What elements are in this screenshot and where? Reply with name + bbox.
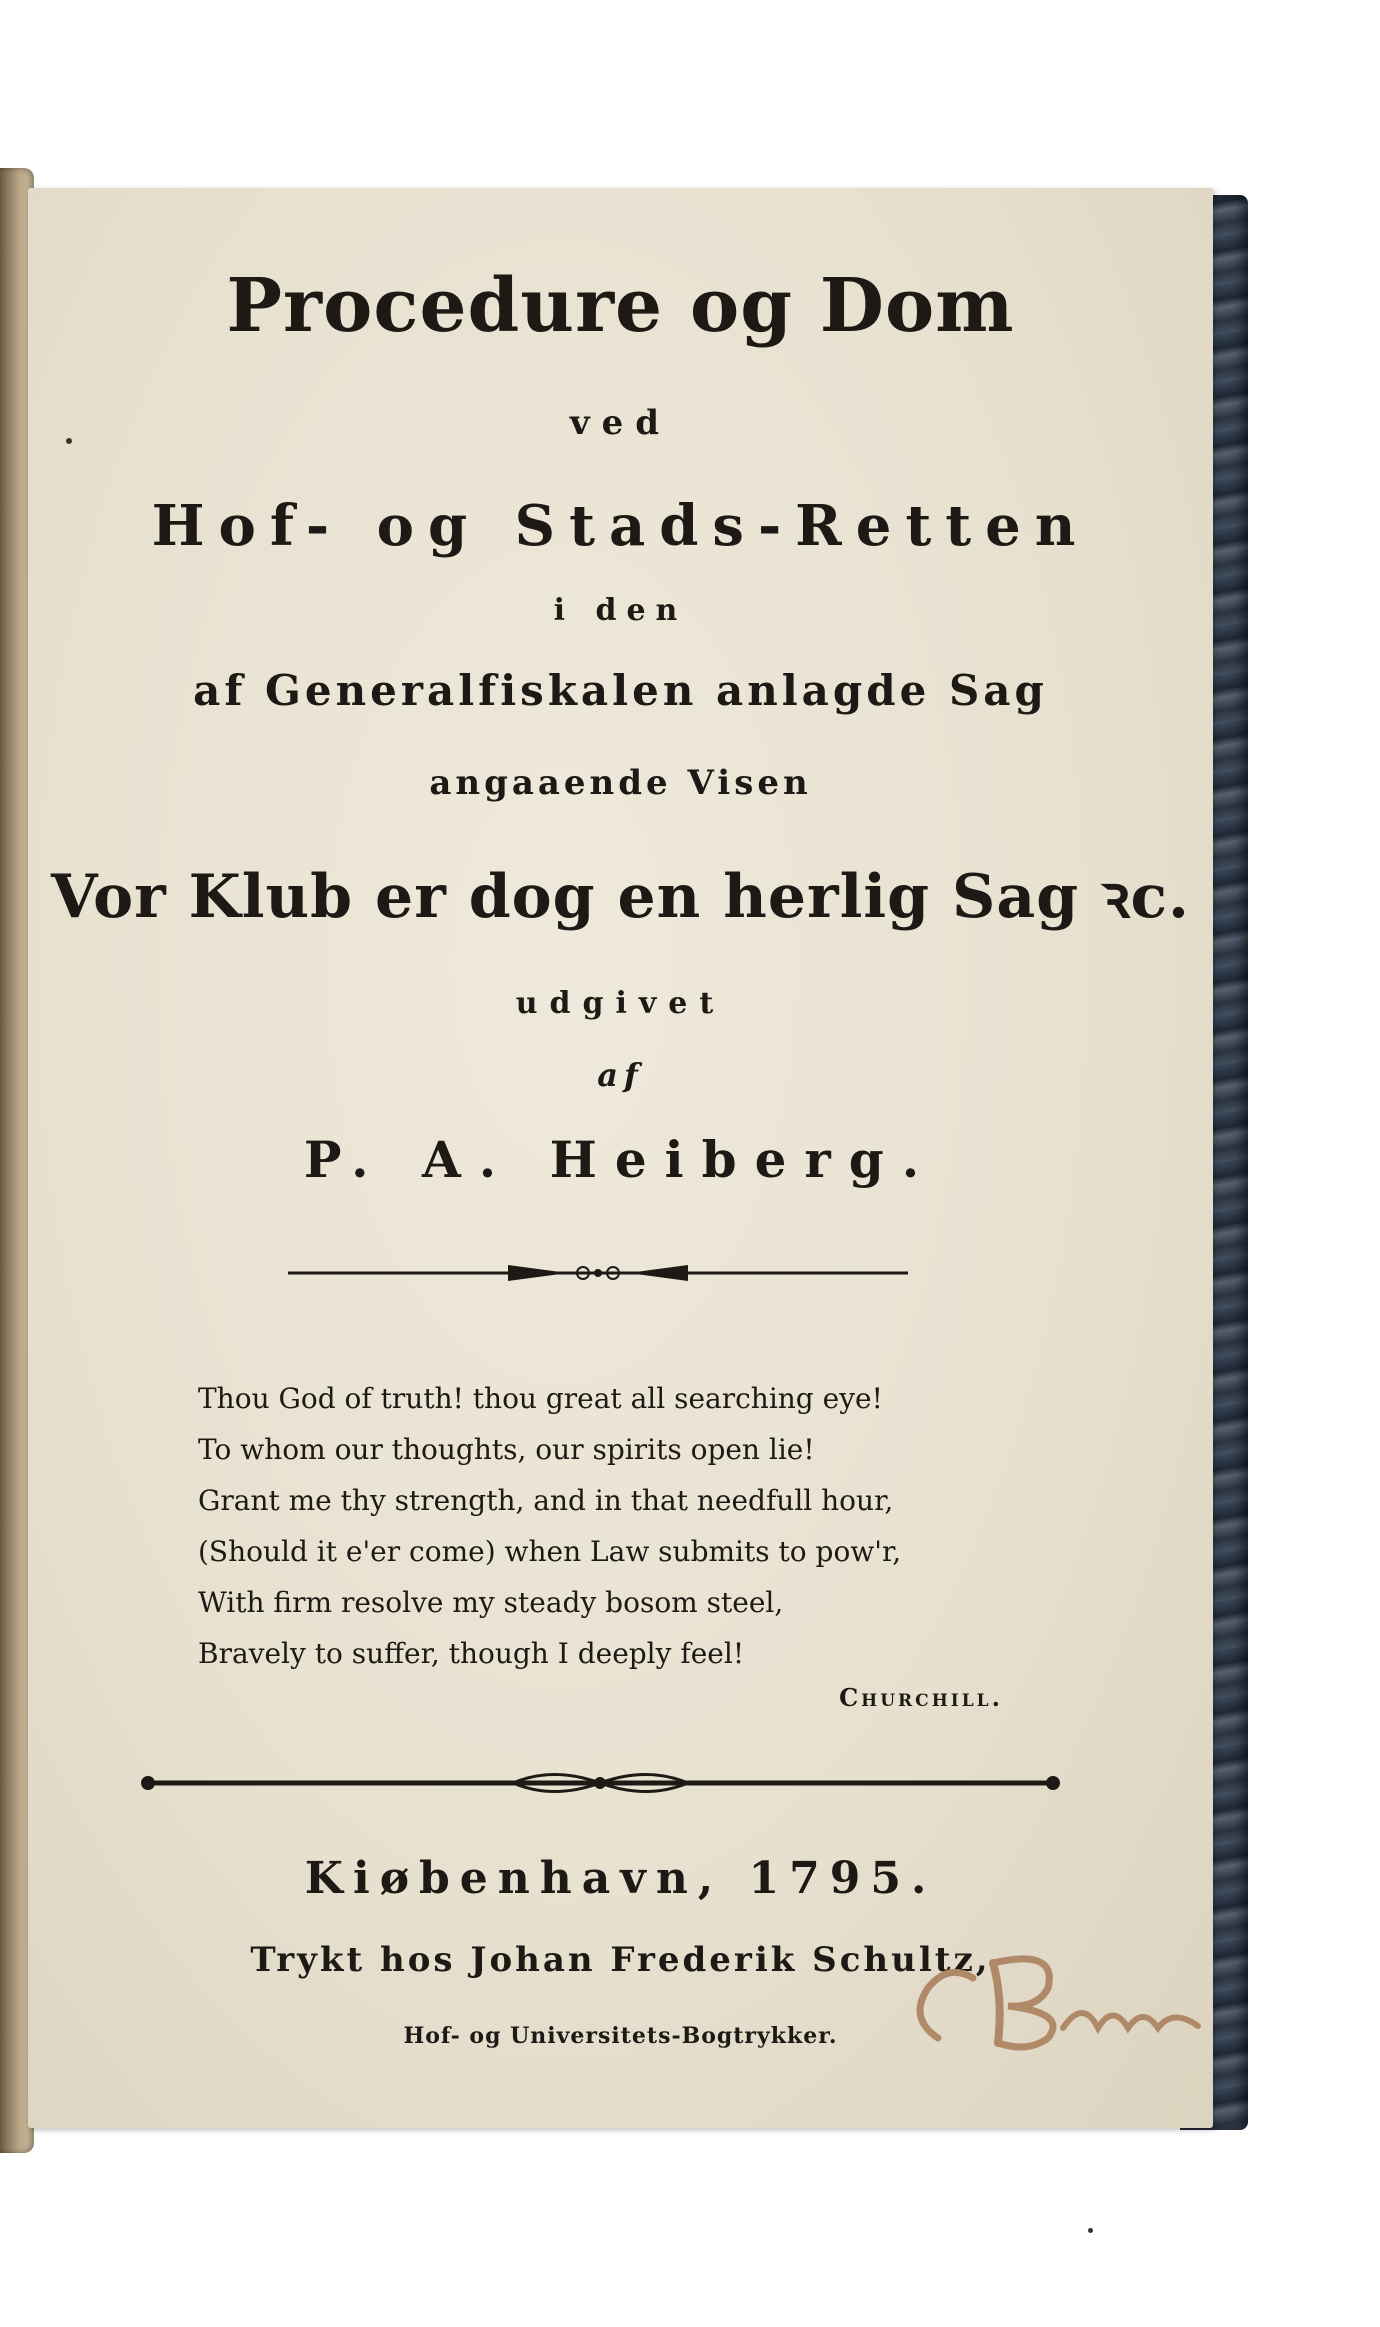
imprint-city-year: Kiøbenhavn, 1795. <box>304 1853 937 1904</box>
poem-line: Thou God of truth! thou great all searching eye! <box>198 1382 883 1415</box>
title-page <box>28 188 1213 2128</box>
poem-line: To whom our thoughts, our spirits open lie! <box>198 1433 815 1466</box>
published-line: udgivet <box>515 986 726 1021</box>
poem-line: Grant me thy strength, and in that needfull hour, <box>198 1484 894 1517</box>
handwritten-signature <box>898 1928 1228 2068</box>
author-name: P. A. Heiberg. <box>303 1130 938 1189</box>
ornament-rule-top <box>278 1253 918 1293</box>
by-line: af <box>597 1056 644 1094</box>
imprint-printer-title: Hof- og Universitets-Bogtrykker. <box>403 2023 838 2049</box>
court-name: Hof- og Stads-Retten <box>151 493 1090 559</box>
poem-line: Bravely to suffer, though I deeply feel! <box>198 1637 745 1670</box>
paper-speck <box>1088 2228 1093 2233</box>
book-title: Procedure og Dom <box>226 263 1015 349</box>
title-line-i-den: i den <box>553 593 688 628</box>
case-description: af Generalfiskalen anlagde Sag <box>193 666 1048 715</box>
poem-line: With firm resolve my steady bosom steel, <box>198 1586 784 1619</box>
epigraph-poem <box>198 1373 1008 1679</box>
poem-line: (Should it e'er come) when Law submits to pow'r, <box>198 1535 902 1568</box>
imprint-printer: Trykt hos Johan Frederik Schultz, <box>250 1940 991 1980</box>
title-line-ved: ved <box>569 403 672 443</box>
regarding-line: angaaende Visen <box>429 763 812 803</box>
epigraph-attribution: Churchill. <box>839 1683 1003 1712</box>
song-title: Vor Klub er dog en herlig Sag ꝛc. <box>51 862 1190 932</box>
ornament-rule-bottom <box>133 1758 1068 1808</box>
